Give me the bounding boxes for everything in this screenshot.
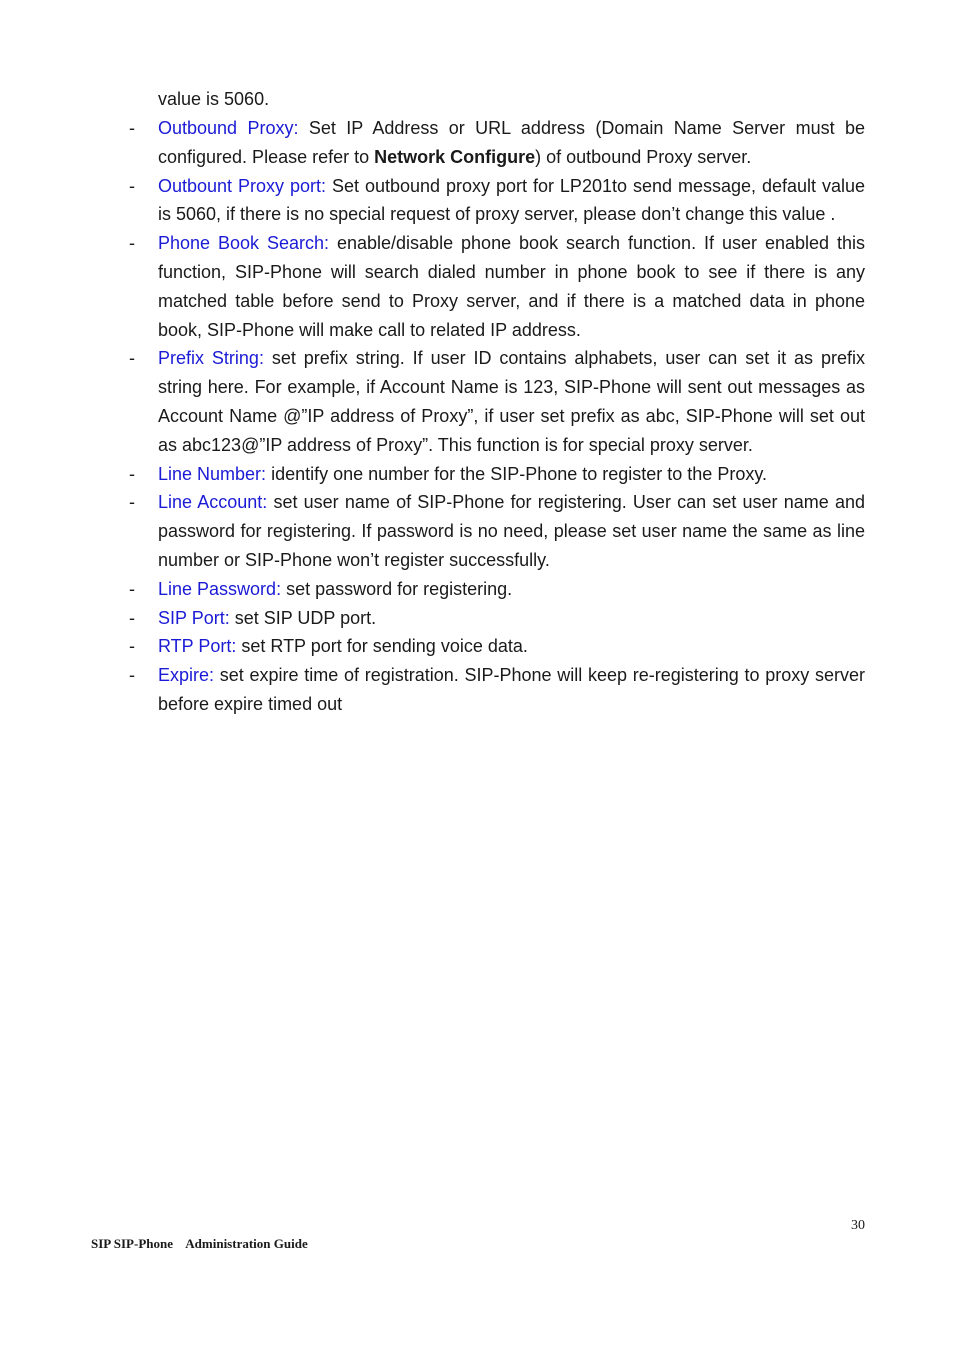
bullet-dash: - bbox=[129, 607, 135, 628]
desc-outbound-proxy: Set IP Address or URL address (Domain Name Server must be configured. Please refer to bbox=[158, 118, 865, 167]
bullet-dash: - bbox=[129, 578, 135, 599]
desc-expire: set expire time of registration. SIP-Phone will keep re-registering to proxy server before expire timed out bbox=[158, 665, 865, 714]
desc-rtp-port: set RTP port for sending voice data. bbox=[236, 636, 528, 657]
list-item-expire bbox=[129, 661, 865, 719]
list-item-prefix-string bbox=[129, 344, 865, 459]
list-item-line-number bbox=[129, 460, 865, 489]
bullet-dash: - bbox=[129, 492, 135, 513]
desc-line-number: identify one number for the SIP-Phone to register to the Proxy. bbox=[266, 463, 767, 484]
desc-prefix-string: set prefix string. If user ID contains alphabets, user can set it as prefix string here. For example, if Account Name is 123, SIP-Phone will sent out messages as Account Name @”IP address of Proxy”, if user set prefix as abc, SIP-Phone will set out as abc123@”IP address of Proxy”. This function is for special proxy server. bbox=[158, 348, 865, 455]
desc-line-password: set password for registering. bbox=[281, 578, 513, 599]
list-item-line-account bbox=[129, 488, 865, 574]
document-body bbox=[0, 85, 954, 719]
desc-outbound-proxy-port: Set outbound proxy port for LP201to send message, default value is 5060, if there is no special request of proxy server, please don’t change this value . bbox=[158, 175, 865, 225]
term-line-account: Line Account: bbox=[158, 492, 268, 513]
list-item-outbound-proxy-port bbox=[129, 172, 865, 230]
bold-network-configure: Network Configure bbox=[374, 146, 536, 167]
bullet-dash: - bbox=[129, 118, 135, 138]
list-item-phone-book-search bbox=[129, 229, 865, 344]
term-outbound-proxy-port: Outbount Proxy port: bbox=[158, 175, 327, 196]
desc-line-account: set user name of SIP-Phone for registering. User can set user name and password for registering. If password is no need, please set user name the same as line number or SIP-Phone won’t register successfully. bbox=[158, 492, 865, 570]
list-item-outbound-proxy bbox=[129, 114, 865, 172]
desc-outbound-proxy-end: ) of outbound Proxy server. bbox=[535, 146, 752, 167]
term-rtp-port: RTP Port: bbox=[158, 636, 237, 657]
list-item-rtp-port bbox=[129, 632, 865, 661]
footer-title: SIP SIP-Phone Administration Guide bbox=[91, 1236, 308, 1251]
bullet-dash: - bbox=[129, 233, 135, 254]
list-item-line-password bbox=[129, 575, 865, 604]
term-sip-port: SIP Port: bbox=[158, 607, 230, 628]
term-line-password: Line Password: bbox=[158, 578, 282, 599]
list-item-sip-port bbox=[129, 604, 865, 633]
term-phone-book-search: Phone Book Search: bbox=[158, 233, 330, 254]
desc-sip-port: set SIP UDP port. bbox=[229, 607, 377, 628]
bullet-dash: - bbox=[129, 636, 135, 657]
bullet-dash: - bbox=[129, 665, 135, 686]
bullet-dash: - bbox=[129, 463, 135, 484]
bullet-dash: - bbox=[129, 348, 135, 369]
intro-text: value is 5060. bbox=[158, 89, 270, 109]
bullet-dash: - bbox=[129, 175, 135, 196]
term-prefix-string: Prefix String: bbox=[158, 348, 264, 369]
desc-phone-book-search: enable/disable phone book search function. If user enabled this function, SIP-Phone will search dialed number in phone book to see if there is any matched table before send to Proxy server, and if there is a matched data in phone book, SIP-Phone will make call to related IP address. bbox=[158, 233, 865, 340]
page-number: 30 bbox=[851, 1218, 865, 1233]
term-expire: Expire: bbox=[158, 665, 215, 686]
term-line-number: Line Number: bbox=[158, 463, 267, 484]
term-outbound-proxy: Outbound Proxy: bbox=[158, 118, 299, 138]
